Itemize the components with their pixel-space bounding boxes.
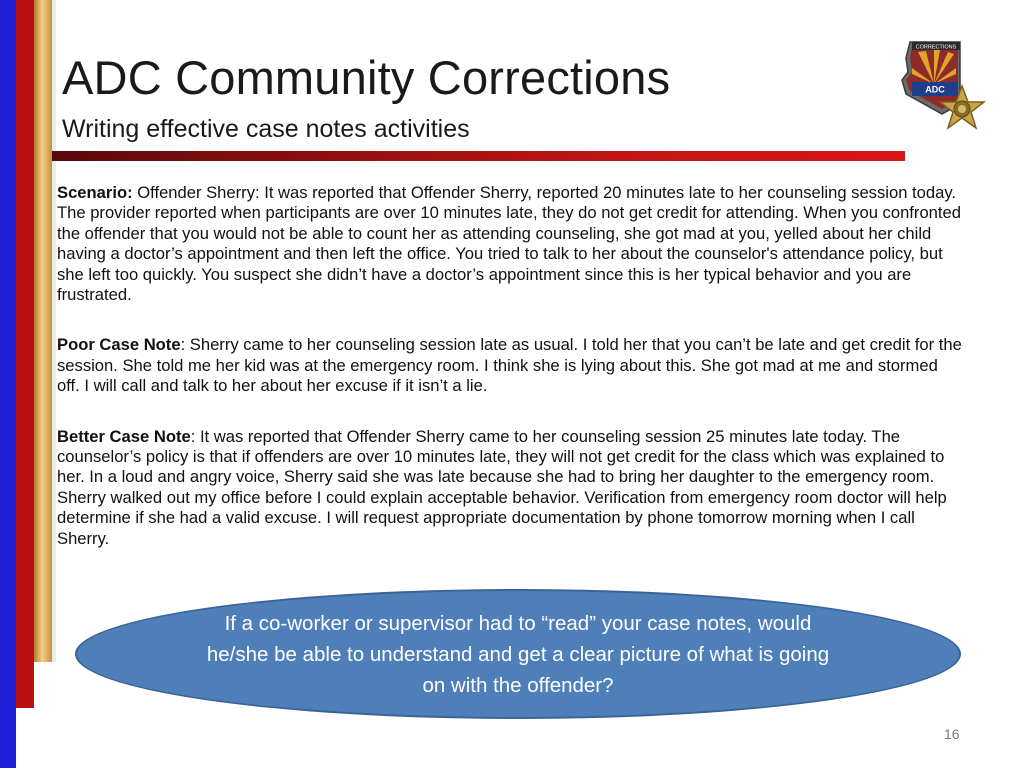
- page-subtitle: Writing effective case notes activities: [62, 115, 470, 143]
- page-number: 16: [944, 726, 960, 742]
- page-title: ADC Community Corrections: [62, 51, 671, 104]
- scenario-text: Offender Sherry: It was reported that Offender Sherry, reported 20 minutes late to her counseling session today. The provider reported when participants are over 10 minutes late, they do not get credit for attending. When you confronted the offender that you would not be able to count her as attending counseling, she got mad at you, yelled about her child having a doctor’s appointment and then left the office. You tried to talk to her about the counselor's attendance policy, but she left too quickly. You suspect she didn’t have a doctor’s appointment since this is her typical behavior and you are frustrated.: [57, 183, 961, 305]
- better-case-note-text: : It was reported that Offender Sherry came to her counseling session 25 minutes late today. The counselor’s policy is that if offenders are over 10 minutes late, they will not get credit for the class which was explained to her. In a loud and angry voice, Sherry said she was late because she had to bring her daughter to the emergency room. Sherry walked out my office before I could explain acceptable behavior. Verification from emergency room doctor will help determine if she had a valid excuse. I will request appropriate documentation by phone tomorrow morning when I call Sherry.: [57, 426, 947, 548]
- poor-case-note-label: Poor Case Note: [57, 335, 181, 355]
- poor-case-note-paragraph: [57, 335, 962, 396]
- better-case-note-paragraph: [57, 427, 962, 549]
- adc-corrections-badge-icon: [898, 34, 992, 138]
- left-stripe-gold: [34, 0, 52, 662]
- case-notes-content: [57, 183, 962, 579]
- question-callout: [75, 589, 961, 719]
- callout-text: If a co-worker or supervisor had to “read” your case notes, would he/she be able to understand and get a clear picture of what is going on with the offender?: [206, 611, 830, 697]
- left-stripe-shadow: [52, 0, 56, 662]
- scenario-paragraph: [57, 183, 962, 305]
- title-divider: [52, 151, 905, 161]
- left-stripe-blue: [0, 0, 16, 768]
- logo-banner-text: CORRECTIONS: [915, 44, 957, 51]
- poor-case-note-text: : Sherry came to her counseling session late as usual. I told her that you can’t be late and get credit for the session. She told me her kid was at the emergency room. I think she is lying about this. She got mad at me and stormed off. I will call and talk to her about her excuse if it isn’t a lie.: [57, 335, 962, 396]
- left-stripe-red: [16, 0, 34, 708]
- better-case-note-label: Better Case Note: [57, 426, 191, 446]
- scenario-label: Scenario:: [57, 183, 133, 202]
- logo-center-text: ADC: [925, 84, 945, 95]
